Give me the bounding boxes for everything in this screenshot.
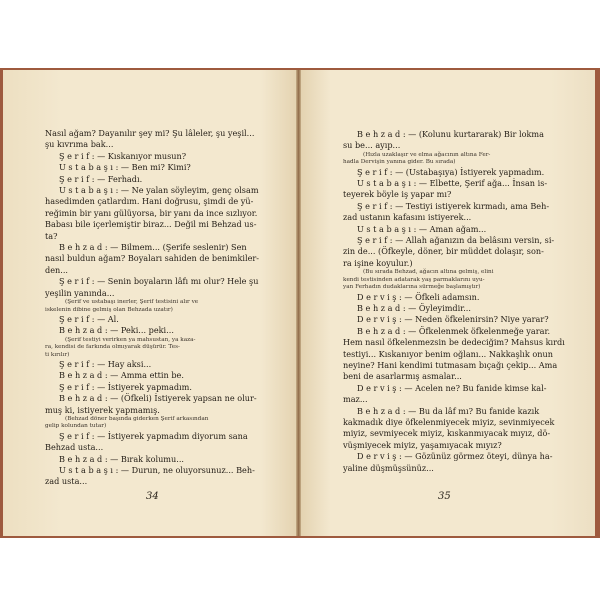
left-page-line: U s t a b a ş ı : — Ben mi? Kimi? [59, 162, 191, 173]
left-page-line: Ş e r i f : — Al. [59, 313, 119, 324]
left-page-line: zad usta... [45, 476, 88, 487]
left-page-line: U s t a b a ş ı : — Ne yalan söyleyim, genç olsam [59, 185, 259, 196]
left-page-line: iskelenin dibine gelmiş olan Behzada uzatır) [45, 306, 173, 313]
right-page-line: maz... [343, 394, 368, 405]
left-page-number: 34 [146, 491, 159, 502]
right-page-line: kendi testisinden adatarak yaş parmaklarını uyu- [343, 276, 485, 283]
left-page-line: Ş e r i f : — İstiyerek yapmadım. [59, 381, 192, 392]
left-page-line: Ş e r i f : — Ferhadı. [59, 173, 143, 184]
right-page-line: kakmadık diye öfkelenmiyecek miyiz, sevinmiyecek [343, 416, 555, 427]
right-page-line: teyerek böyle iş yapar mı? [343, 189, 452, 200]
right-page-line: su be... ayıp... [343, 140, 401, 151]
right-page-line: D e r v i ş : — Acelen ne? Bu fanide kimse kal- [357, 382, 547, 393]
right-page-line: zin de... (Öfkeyle, döner, bir müddet dolaşır, son- [343, 246, 544, 257]
right-page-line: Ş e r i f : — Allah ağanızın da belâsını versin, si- [357, 235, 555, 246]
right-page-number: 35 [438, 491, 451, 502]
right-page-line: Hem nasıl öfkelenmezsin be dedeciğim? Mahsus kırdı [343, 337, 565, 348]
left-page-line: (Behzad döner başında giderken Şerif arkasından [65, 415, 209, 422]
left-page-line: reğimin bir yanı gülüyorsa, bir yanı da ince sızlıyor. [45, 207, 258, 218]
right-page-line: Ş e r i f : — Testiyi istiyerek kırmadı, ama Beh- [357, 200, 550, 211]
right-page-line: vüşmiyecek miyiz, yaşamıyacak mıyız? [343, 439, 502, 450]
left-page [3, 70, 296, 536]
left-page-line: Ş e r i f : — Senin boyaların lâfı mı olur? Hele şu [59, 276, 259, 287]
left-page-line: gelip kolundan tutar) [45, 423, 107, 430]
left-page-line: B e h z a d : — (Öfkeli) İstiyerek yapsan ne olur- [59, 393, 257, 404]
right-page-line: D e r v i ş : — Gözünüz görmez öteyi, dünya ha- [357, 451, 553, 462]
left-page-line: Babası bile içerlemiştir biraz... Değil mi Behzad us- [45, 219, 257, 230]
right-page-line: yan Ferhadın dudaklarına sürmeğe başlamıştır) [343, 284, 481, 291]
left-page-line: yeşilin yanında... [45, 287, 115, 298]
right-page-line: ra işine koyulur.) [343, 257, 413, 268]
right-page-line: neyine? Hani kendimi tutmasam bıçağı çekip... Ama [343, 359, 558, 370]
right-page-line: miyiz, sevmiyecek miyiz, kıskanmıyacak mıyız, dö- [343, 428, 551, 439]
left-page-line: B e h z a d : — Amma ettin be. [59, 370, 184, 381]
right-page-line: hadla Dervişin yanına gider. Bu sırada) [343, 159, 456, 166]
left-page-line: nasıl buldun ağam? Boyaları sahiden de benimkiler- [45, 253, 260, 264]
left-page-line: den... [45, 264, 68, 275]
right-page-line: beni de asarlarmış asmalar... [343, 371, 462, 382]
left-page-line: Nasıl ağam? Dayanılır şey mi? Şu lâleler, şu yeşil... [45, 128, 255, 138]
right-page-line: D e r v i ş : — Öfkeli adamsın. [357, 291, 480, 302]
left-page-line: Ş e r i f : — Kıskanıyor musun? [59, 150, 187, 161]
right-page-line: (Bu sırada Behzad, ağacın altına gelmiş, elini [363, 269, 494, 276]
left-page-line: ra, kendisi de farkında olmıyarak düşürür. Tes- [45, 344, 180, 351]
right-page-line: U s t a b a ş ı : — Elbette, Şerif ağa... İnsan is- [357, 178, 548, 189]
right-page-line: B e h z a d : — (Kolunu kurtararak) Bir lokma [357, 129, 544, 139]
left-page-line: şu kıvrıma bak... [45, 139, 114, 150]
left-page-line: Behzad usta... [45, 442, 104, 453]
right-page-line: (Hızla uzaklaşır ve elma ağacının altına Fer- [363, 151, 491, 158]
left-page-line: (Şerif ve ustabaşı inerler, Şerif testisini alır ve [65, 299, 199, 306]
right-page-line: testiyi... Kıskanıyor benim oğlanı... Nakkaşlık onun [343, 348, 553, 359]
right-page-line: zad ustanın kafasını istiyerek... [343, 212, 472, 223]
right-page-line: Ş e r i f : — (Ustabaşıya) İstiyerek yapmadım. [357, 166, 545, 177]
right-page-line: B e h z a d : — Öyleyimdir... [357, 302, 471, 313]
right-page-line: D e r v i ş : — Neden öfkelenirsin? Niye yarar? [357, 314, 549, 325]
left-page-line: hasedimden çatlardım. Hani doğrusu, şimdi de yü- [45, 196, 254, 207]
right-page-line: B e h z a d : — Öfkelenmek öfkelenmeğe yarar. [357, 325, 551, 336]
right-page-line: B e h z a d : — Bu da lâf mı? Bu fanide kazık [357, 405, 540, 416]
left-page-line: ti kırılır) [45, 351, 70, 358]
right-page-line: yaline düşmüşsünüz... [343, 462, 434, 473]
left-page-line: muş ki, istiyerek yapmamış. [45, 404, 160, 415]
left-page-line: B e h z a d : — Peki... peki... [59, 325, 174, 336]
left-page-line: B e h z a d : — Bilmem... (Şerife seslenir) Sen [59, 242, 247, 253]
left-page-line: Ş e r i f : — İstiyerek yapmadım diyorum sana [59, 430, 248, 441]
right-page-line: U s t a b a ş ı : — Aman ağam... [357, 223, 487, 234]
left-page-text [45, 128, 286, 488]
right-page-text [343, 129, 583, 474]
left-page-line: ta? [45, 230, 58, 241]
left-page-line: B e h z a d : — Bırak kolumu... [59, 453, 184, 464]
left-page-line: (Şerif testiyi verirken ya mahsustan, ya kaza- [65, 336, 196, 343]
left-page-line: Ş e r i f : — Hay aksi... [59, 358, 152, 369]
left-page-line: U s t a b a ş ı : — Durun, ne oluyorsunuz... Beh- [59, 465, 255, 475]
right-page [301, 70, 595, 536]
